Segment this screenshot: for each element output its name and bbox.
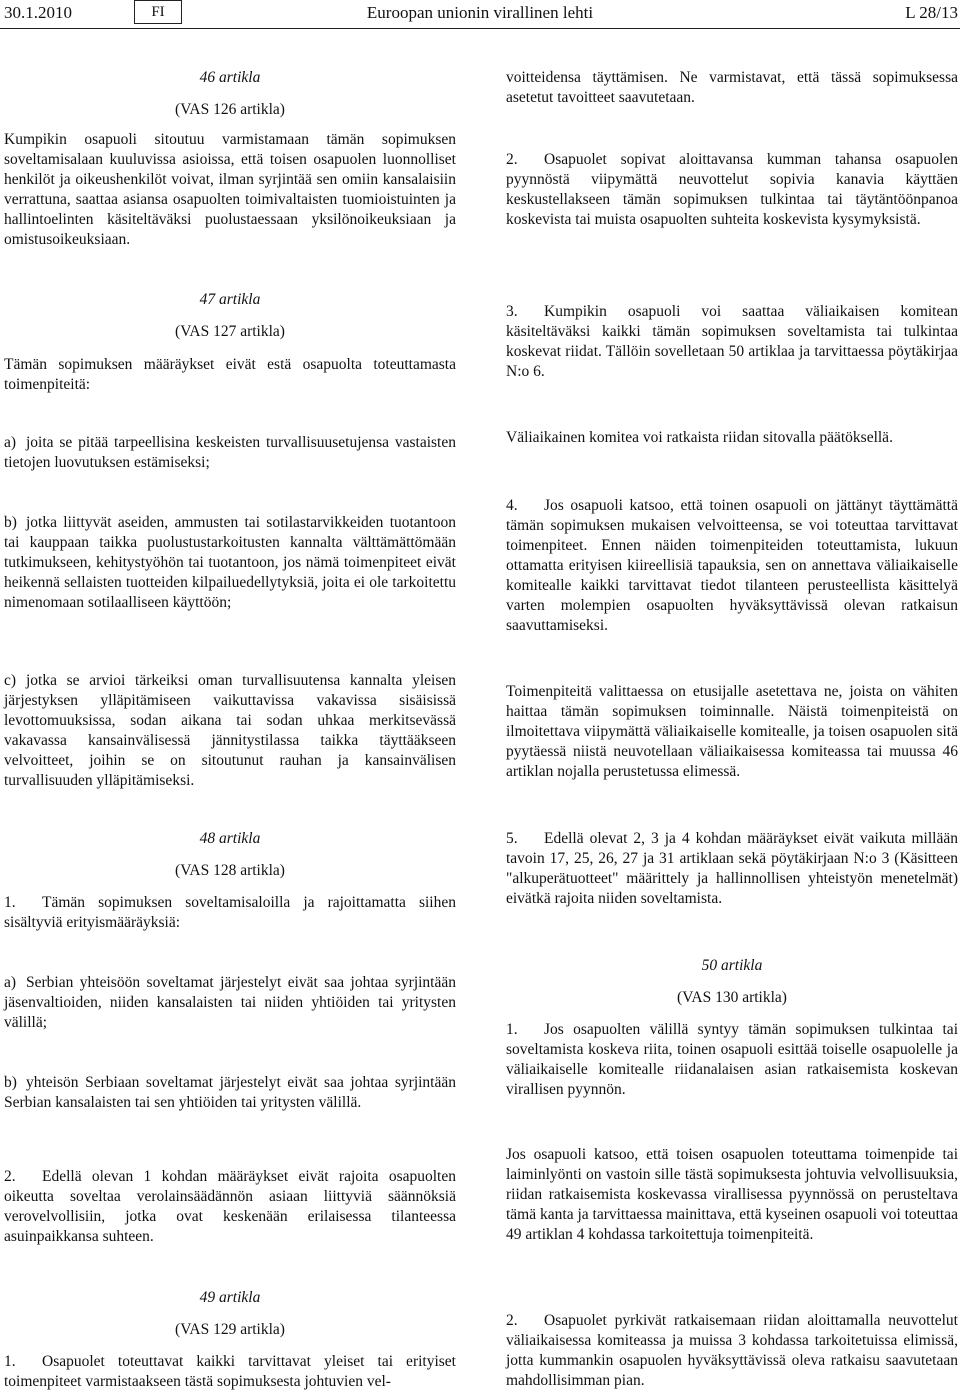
item-text: Serbian yhteisöön soveltamat järjestelyt eivät saa johtaa syrjintään jäsenvaltioiden, niiden kansalaisten tai niiden yhtiöiden tai yritysten välillä; (4, 974, 456, 1031)
article-47-item-b (4, 513, 456, 613)
article-50-subheading: (VAS 130 artikla) (677, 989, 787, 1006)
article-49-paragraph-4b: Toimenpiteitä valittaessa on etusijalle asetettava ne, joista on vähiten haittaa tämän sopimuksen toiminnalle. Näistä toimenpiteistä on ilmoitettava viipymättä väliaikaiselle komitealle, ja toisen osapuolen sitä pyytäessä niistä neuvotellaan väliaikaisessa komiteassa tai muussa 46 artiklan nojalla perustetussa elimessä. (506, 683, 958, 780)
item-text: jotka se arvioi tärkeiksi oman turvallisuutensa kannalta yleisen järjestyksen ylläpitämiseen vaikuttavissa vakavissa sisäisissä levottomuuksissa, sodan aikana tai sodan uhkaa merkitsevässä vakavassa kansainvälisessä jännitystilassa taikka täyttääkseen velvoitteet, joihin se on sitoutunut rauhan ja kansainvälisen turvallisuuden ylläpitämiseksi. (4, 672, 456, 789)
article-49-subheading: (VAS 129 artikla) (175, 1321, 285, 1338)
item-label: b) (4, 514, 17, 531)
article-48-paragraph-1 (4, 893, 456, 933)
article-47-heading: 47 artikla (199, 291, 261, 308)
paragraph-number: 4. (506, 497, 518, 514)
paragraph-number: 2. (506, 1312, 518, 1329)
item-label: b) (4, 1074, 17, 1091)
article-48-subheading: (VAS 128 artikla) (175, 862, 285, 879)
paragraph-text: Osapuolet pyrkivät ratkaisemaan riidan aloittamalla neuvottelut väliaikaisessa komiteassa ja muissa 3 kohdassa tarkoitetuissa elimissä, jotta kummankin osapuolen hyväksyttävissä oleva ratkaisu saavutetaan mahdollisimman pian. (506, 1312, 958, 1389)
paragraph-text: Tämän sopimuksen soveltamisaloilla ja rajoittamatta siihen sisältyviä erityismääräyksiä: (4, 894, 456, 931)
paragraph-text: Jos osapuoli katsoo, että toinen osapuoli on jättänyt täyttämättä tämän sopimuksen mukaisen velvoitteensa, se voi toteuttaa tarvittavat toimenpiteet. Ennen näiden toimenpiteiden toteuttamista, lukuun ottamatta erityisen kiireellisiä tapauksia, sen on annettava väliaikaiselle komitealle kaikki tarvittavat tiedot tilanteen perusteellista käsittelyä varten molempien osapuolten hyväksyttävissä olevan ratkaisun saavuttamiseksi. (506, 497, 958, 634)
paragraph-text: Edellä olevat 2, 3 ja 4 kohdan määräykset eivät vaikuta millään tavoin 17, 25, 26, 27 ja 31 artiklaan sekä pöytäkirjaan N:o 3 (Käsitteen "alkuperätuotteet" määrittely ja hallinnollisen yhteistyön menetelmät) eivätkä rajoita niiden soveltamista. (506, 830, 958, 907)
article-47-item-c (4, 671, 456, 791)
item-text: joita se pitää tarpeellisina keskeisten turvallisuusetujensa vastaisten tietojen luovutuksen estämiseksi; (4, 434, 456, 471)
article-47-subheading: (VAS 127 artikla) (175, 323, 285, 340)
item-label: c) (4, 672, 17, 689)
paragraph-number: 2. (506, 151, 518, 168)
paragraph-number: 1. (4, 894, 16, 911)
article-48-item-a (4, 973, 456, 1033)
paragraph-text: Kumpikin osapuoli voi saattaa väliaikaisen komitean käsiteltäväksi kaikki tämän sopimuksen soveltamista tai tulkintaa koskevat riidat. Tällöin sovelletaan 50 artiklaa ja tarvittaessa pöytäkirjaa N:o 6. (506, 303, 958, 380)
article-48-paragraph-2 (4, 1167, 456, 1247)
page-reference: L 28/13 (905, 3, 958, 22)
article-50-heading: 50 artikla (701, 957, 763, 974)
paragraph-text: Edellä olevan 1 kohdan määräykset eivät rajoita osapuolten oikeutta soveltaa verolainsäädännön asiaan liittyviä säännöksiä verovelvollisiin, jotka ovat keskenään erilaisessa tilanteessa asuinpaikkansa suhteen. (4, 1168, 456, 1245)
article-47-intro: Tämän sopimuksen määräykset eivät estä osapuolta toteuttamasta toimenpiteitä: (4, 356, 456, 393)
article-49-heading: 49 artikla (199, 1289, 261, 1306)
paragraph-number: 1. (4, 1353, 16, 1370)
item-label: a) (4, 974, 17, 991)
paragraph-number: 5. (506, 830, 518, 847)
item-label: a) (4, 434, 17, 451)
article-49-paragraph-3 (506, 302, 958, 382)
article-49-paragraph-2 (506, 150, 958, 230)
paragraph-text: Osapuolet sopivat aloittavansa kumman tahansa osapuolen pyynnöstä viipymättä neuvottelut sopivia kanavia käyttäen keskustellakseen tämän sopimuksen tulkintaa tai täytäntöönpanoa koskevista tai muista osapuolten suhteita koskevista kysymyksistä. (506, 151, 958, 228)
article-49-continuation: voitteidensa täyttämisen. Ne varmistavat, että tässä sopimuksessa asetetut tavoitteet saavutetaan. (506, 69, 958, 106)
paragraph-text: Jos osapuolten välillä syntyy tämän sopimuksen tulkintaa tai soveltamista koskeva riita, toinen osapuoli esittää toiselle osapuolelle ja väliaikaiselle komitealle riidanalaisen asian ratkaisemista koskevan virallisen pyynnön. (506, 1021, 958, 1098)
header-date: 30.1.2010 (4, 3, 72, 22)
paragraph-number: 3. (506, 303, 518, 320)
item-text: yhteisön Serbiaan soveltamat järjestelyt eivät saa johtaa syrjintään Serbian kansalaisten tai sen yhtiöiden tai yritysten välillä. (4, 1074, 456, 1111)
article-50-paragraph-1 (506, 1020, 958, 1100)
header-rule (0, 28, 960, 29)
article-48-item-b (4, 1073, 456, 1113)
article-46-text: Kumpikin osapuoli sitoutuu varmistamaan tämän sopimuksen soveltamisalaan kuuluvissa asioissa, että toisen osapuolen luonnolliset henkilöt ja oikeushenkilöt voivat, ilman syrjintää sen omiin kansalaisiin verrattuna, saattaa asiansa osapuolten toimivaltaisten tuomioistuinten ja hallintoelinten käsiteltäväksi puolustaessaan yksilönoikeuksiaan ja omistusoikeuksiaan. (4, 131, 456, 248)
article-50-paragraph-2 (506, 1311, 958, 1391)
article-49-paragraph-4 (506, 496, 958, 636)
language-code-box: FI (134, 0, 182, 24)
article-49-paragraph-1 (4, 1352, 456, 1392)
paragraph-text: Osapuolet toteuttavat kaikki tarvittavat yleiset tai erityiset toimenpiteet varmistaakseen tästä sopimuksesta johtuvien vel- (4, 1353, 456, 1390)
article-46-subheading: (VAS 126 artikla) (175, 101, 285, 118)
article-50-paragraph-1b: Jos osapuoli katsoo, että toisen osapuolen toteuttama toimenpide tai laiminlyönti on vastoin sille tästä sopimuksesta johtuvia velvollisuuksia, riidan ratkaisemista koskevassa virallisessa pyynnössä on perusteltava tämä kanta ja tarvittaessa mainittava, että kyseinen osapuoli voi toteuttaa 49 artiklan 4 kohdassa tarkoitettuja toimenpiteitä. (506, 1146, 958, 1243)
item-text: jotka liittyvät aseiden, ammusten tai sotilastarvikkeiden tuotantoon tai kauppaan taikka puolustustarkoitusten kannalta välttämättömään tutkimukseen, kehitystyöhön tai tuotantoon, jos nämä toimenpiteet eivät heikennä sellaisten tuotteiden kilpailuedellytyksiä, joita ei ole tarkoitettu nimenomaan sotilaalliseen käyttöön; (4, 514, 456, 611)
article-46-heading: 46 artikla (199, 69, 261, 86)
paragraph-number: 1. (506, 1021, 518, 1038)
article-48-heading: 48 artikla (199, 830, 261, 847)
article-47-item-a (4, 433, 456, 473)
paragraph-number: 2. (4, 1168, 16, 1185)
journal-title: Euroopan unionin virallinen lehti (366, 3, 594, 22)
article-49-paragraph-5 (506, 829, 958, 909)
page-header (0, 0, 960, 30)
article-49-paragraph-3b: Väliaikainen komitea voi ratkaista riidan sitovalla päätöksellä. (506, 429, 893, 446)
